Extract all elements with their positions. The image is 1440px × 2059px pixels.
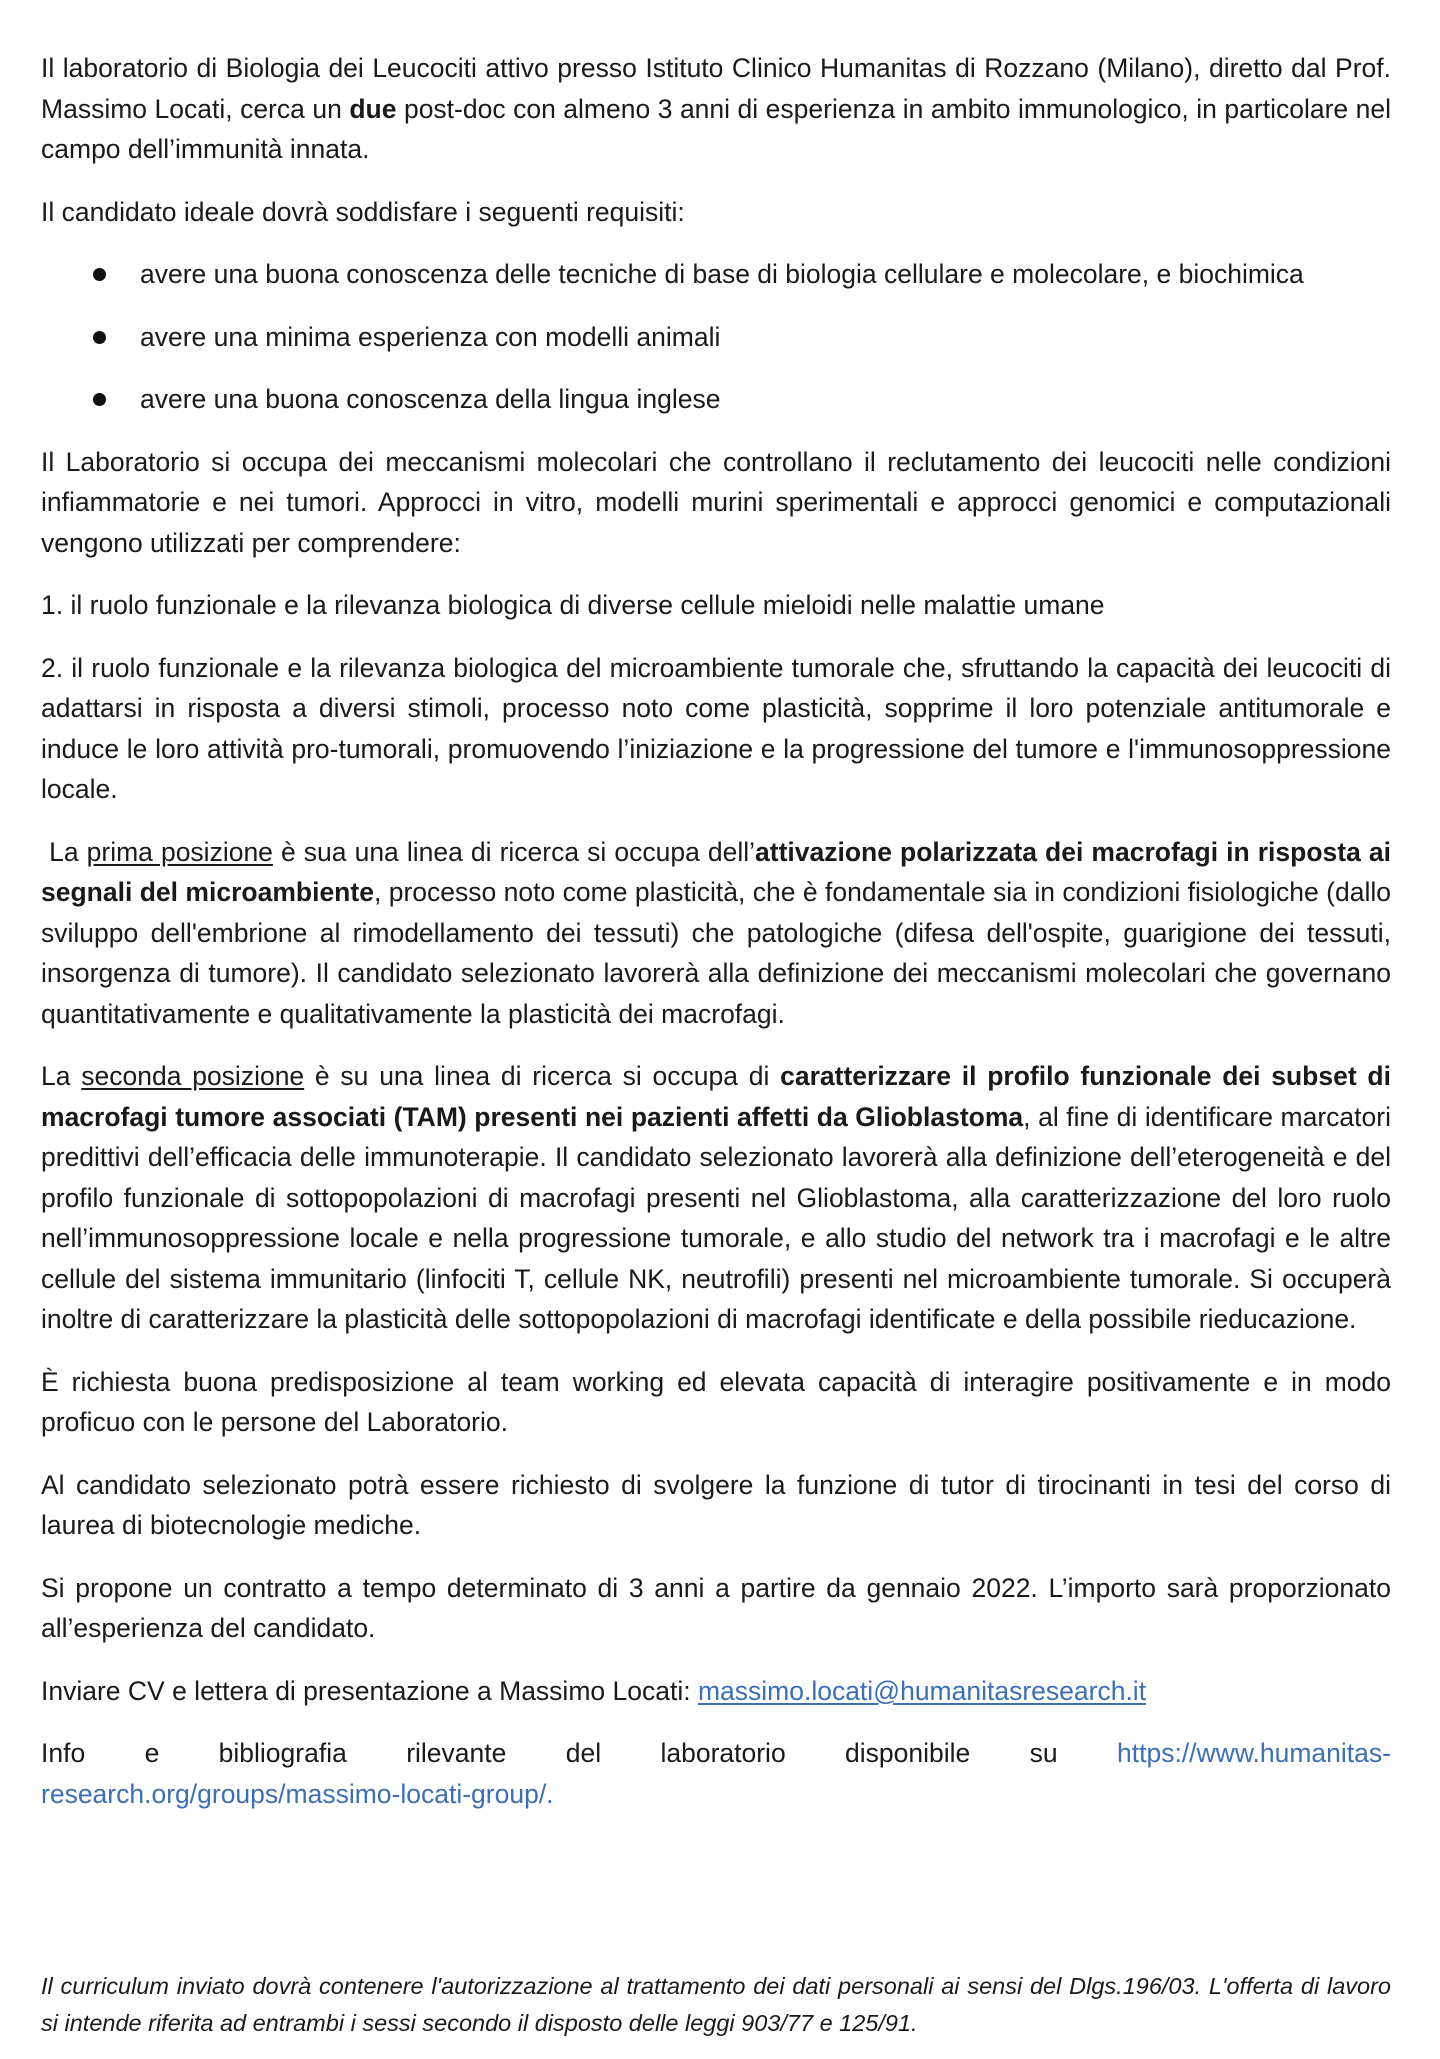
contract-paragraph: Si propone un contratto a tempo determinato di 3 anni a partire da gennaio 2022. L’importo sarà proporzionato all’esperienza del candidato. [41,1572,1391,1643]
position-one: La prima posizione è sua una linea di ricerca si occupa dell’attivazione polarizzata dei macrofagi in risposta ai segnali del microambiente, processo noto come plasticità, che è fondamentale sia in condizioni fisiologiche (dallo sviluppo dell'embrione al rimodellamento dei tessuti) che patologiche (difesa dell'ospite, guarigione dei tessuti, insorgenza di tumore). Il candidato selezionato lavorerà alla definizione dei meccanismi molecolari che governano quantitativamente e qualitativamente la plasticità dei macrofagi. [41,836,1391,1029]
position-two: La seconda posizione è su una linea di ricerca si occupa di caratterizzare il profilo funzionale dei subset di macrofagi tumore associati (TAM) presenti nei pazienti affetti da Glioblastoma, al fine di identificare marcatori predittivi dell’efficacia delle immunoterapie. Il candidato selezionato lavorerà alla definizione dell’eterogeneità e del profilo funzionale di sottopopolazioni di macrofagi presenti nel Glioblastoma, alla caratterizzazione del loro ruolo nell’immunosoppressione locale e nella progressione tumorale, e allo studio del network tra i macrofagi e le altre cellule del sistema immunitario (linfociti T, cellule NK, neutrofili) presenti nel microambiente tumorale. Si occuperà inoltre di caratterizzare la plasticità delle sottopopolazioni di macrofagi identificate e della possibile rieducazione. [41,1061,1391,1334]
list-item: avere una minima esperienza con modelli animali [41,317,1391,358]
positions-count: due [349,93,397,124]
intro-paragraph: Il laboratorio di Biologia dei Leucociti attivo presso Istituto Clinico Humanitas di Rozzano (Milano), diretto dal Prof. Massimo Locati, cerca un due post-doc con almeno 3 anni di esperienza in ambito immunologico, in particolare nel campo dell’immunità innata. [41,53,1391,164]
info-url-continuation [41,1774,1391,1815]
list-item: avere una buona conoscenza della lingua inglese [41,379,1391,420]
job-posting [41,48,1391,1836]
requirements-list [41,254,1391,420]
bullet-icon [93,331,106,344]
position-one-label: prima posizione [86,836,273,867]
aim-item: 2. il ruolo funzionale e la rilevanza biologica del microambiente tumorale che, sfruttando la capacità dei leucociti di adattarsi in risposta a diversi stimoli, processo noto come plasticità, sopprime il loro potenziale antitumorale e induce le loro attività pro-tumorali, promuovendo l’iniziazione e la progressione del tumore e l'immunosoppressione locale. [41,652,1391,804]
position-one-focus: attivazione polarizzata dei macrofagi in risposta ai segnali del microambiente [41,836,1391,907]
teamwork-paragraph: È richiesta buona predisposizione al team working ed elevata capacità di interagire positivamente e in modo proficuo con le persone del Laboratorio. [41,1366,1391,1437]
bullet-icon [93,268,106,281]
list-item: avere una buona conoscenza delle tecniche di base di biologia cellulare e molecolare, e biochimica [41,254,1391,295]
tutor-paragraph: Al candidato selezionato potrà essere richiesto di svolgere la funzione di tutor di tirocinanti in tesi del corso di laurea di biotecnologie mediche. [41,1469,1391,1540]
requirements-heading: Il candidato ideale dovrà soddisfare i seguenti requisiti: [41,196,685,227]
apply-paragraph: Inviare CV e lettera di presentazione a Massimo Locati: massimo.locati@humanitasresearch.it [41,1675,1147,1706]
aim-item: 1. il ruolo funzionale e la rilevanza biologica di diverse cellule mieloidi nelle malattie umane [41,590,1105,620]
bullet-icon [93,393,106,406]
lab-description: Il Laboratorio si occupa dei meccanismi molecolari che controllano il reclutamento dei leucociti nelle condizioni infiammatorie e nei tumori. Approcci in vitro, modelli murini sperimentali e approcci genomici e computazionali vengono utilizzati per comprendere: [41,446,1391,558]
email-link[interactable]: massimo.locati@humanitasresearch.it [697,1675,1147,1706]
info-line: Info e bibliografia rilevante del laboratorio disponibile su https://www.humanitas- [41,1738,1391,1768]
legal-notice: Il curriculum inviato dovrà contenere l'autorizzazione al trattamento dei dati personali ai sensi del Dlgs.196/03. L'offerta di lavoro si intende riferita ad entrambi i sessi secondo il disposto delle leggi 903/77 e 125/91. [41,1973,1391,2036]
lab-website-link[interactable]: https://www.humanitas- [1117,1738,1391,1768]
lab-website-link-cont[interactable]: research.org/groups/massimo-locati-group/. [41,1778,554,1809]
position-two-label: seconda posizione [81,1061,305,1091]
position-two-focus: caratterizzare il profilo funzionale dei subset di macrofagi tumore associati (TAM) presenti nei pazienti affetti da Glioblastoma [41,1061,1391,1132]
